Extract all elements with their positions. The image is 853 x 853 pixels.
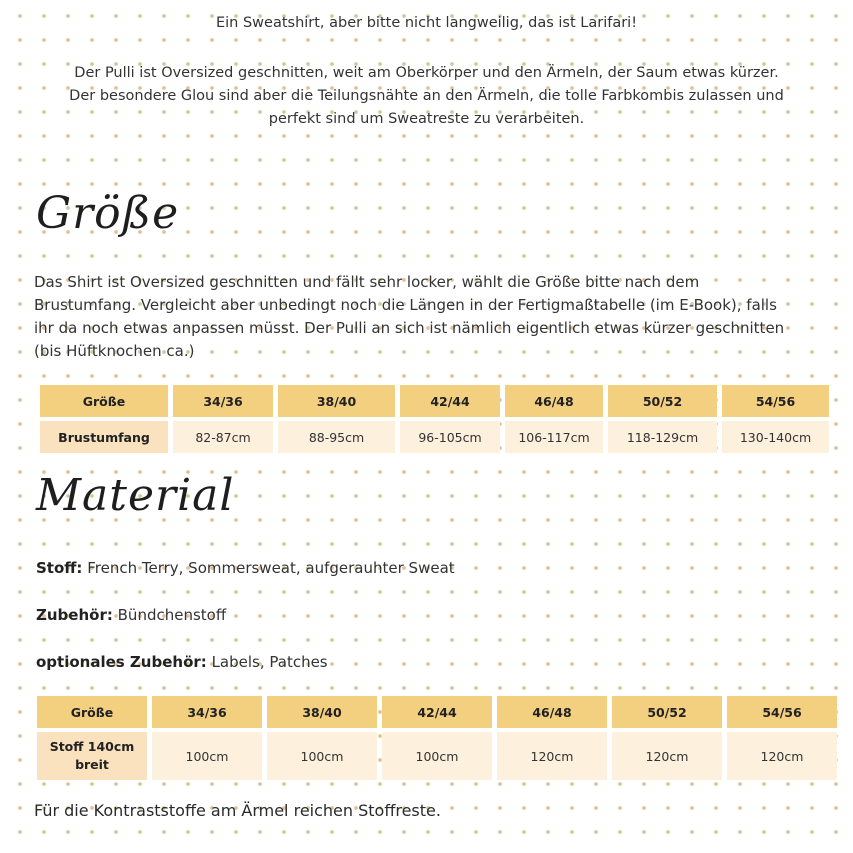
intro-line-1: Ein Sweatshirt, aber bitte nicht langweilig, das ist Larifari! xyxy=(215,15,638,31)
header-cell: 38/40 xyxy=(267,696,377,728)
material-zubehoer xyxy=(36,606,226,624)
table-cell: 120cm xyxy=(497,732,607,780)
size-table-header xyxy=(40,385,829,417)
header-cell: 54/56 xyxy=(727,696,837,728)
header-cell: 46/48 xyxy=(497,696,607,728)
header-cell: 50/52 xyxy=(612,696,722,728)
groesse-heading: Größe xyxy=(36,188,180,239)
fabric-table-row xyxy=(37,732,837,780)
header-cell: 42/44 xyxy=(382,696,492,728)
material-optional xyxy=(36,653,328,671)
header-cell: 38/40 xyxy=(278,385,395,417)
header-cell: 34/36 xyxy=(152,696,262,728)
header-cell: 46/48 xyxy=(505,385,603,417)
table-cell: 82-87cm xyxy=(173,421,273,453)
table-cell: 96-105cm xyxy=(400,421,500,453)
table-cell: 120cm xyxy=(612,732,722,780)
fabric-table-header xyxy=(37,696,837,728)
header-cell: 54/56 xyxy=(722,385,829,417)
table-cell: 120cm xyxy=(727,732,837,780)
intro-line-4: perfekt sind um Sweatreste zu verarbeiten. xyxy=(268,111,585,127)
table-cell: 100cm xyxy=(382,732,492,780)
table-cell: 130-140cm xyxy=(722,421,829,453)
intro-line-3: Der besondere Glou sind aber die Teilungsnähte an den Ärmeln, die tolle Farbkombis zulassen und xyxy=(69,88,784,104)
table-cell: 100cm xyxy=(152,732,262,780)
stoff-value: French Terry, Sommersweat, aufgerauhter Sweat xyxy=(87,559,455,577)
optional-label: optionales Zubehör: xyxy=(36,653,207,671)
header-cell: 34/36 xyxy=(173,385,273,417)
table-cell: 118-129cm xyxy=(608,421,717,453)
size-table-row xyxy=(40,421,829,453)
size-table xyxy=(35,381,834,457)
fabric-table xyxy=(32,692,842,784)
header-cell: 42/44 xyxy=(400,385,500,417)
header-cell: Größe xyxy=(37,696,147,728)
table-cell: 106-117cm xyxy=(505,421,603,453)
zubehoer-label: Zubehör: xyxy=(36,606,113,624)
table-cell: 88-95cm xyxy=(278,421,395,453)
header-cell: 50/52 xyxy=(608,385,717,417)
header-cell: Größe xyxy=(40,385,168,417)
groesse-paragraph: Das Shirt ist Oversized geschnitten und fällt sehr locker, wählt die Größe bitte nach dem Brustumfang. Vergleicht aber unbedingt noch die Längen in der Fertigmaßtabelle (im E-Book), falls ihr da noch etwas anpassen müsst. Der Pulli an sich ist nämlich eigentlich etwas kürzer geschnitten (bis Hüftknochen ca.) xyxy=(34,273,785,360)
footer-note: Für die Kontraststoffe am Ärmel reichen Stoffreste. xyxy=(34,801,441,820)
optional-value: Labels, Patches xyxy=(211,653,328,671)
stoff-label: Stoff: xyxy=(36,559,83,577)
table-cell: 100cm xyxy=(267,732,377,780)
material-stoff xyxy=(36,559,455,577)
intro-line-2: Der Pulli ist Oversized geschnitten, weit am Oberkörper und den Ärmeln, der Saum etwas kürzer. xyxy=(74,65,779,81)
row-label: Brustumfang xyxy=(40,421,168,453)
zubehoer-value: Bündchenstoff xyxy=(117,606,227,624)
material-heading: Material xyxy=(36,470,235,521)
row-label: Stoff 140cm breit xyxy=(37,732,147,780)
